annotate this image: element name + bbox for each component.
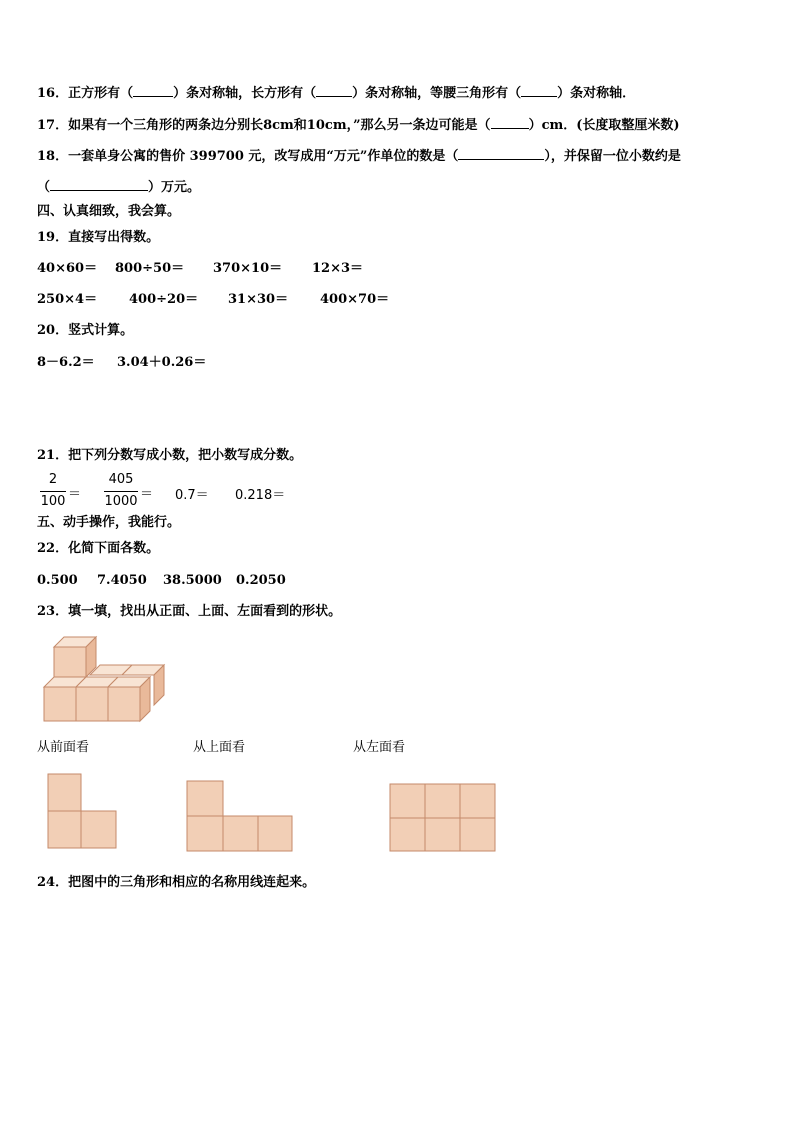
fraction-2: 405 1000 ＝ <box>104 472 154 509</box>
question-number: 23． <box>37 604 69 619</box>
answer-blank[interactable] <box>491 116 529 129</box>
view-square <box>425 784 460 818</box>
section-heading-4: 四、认真细致，我会算。 <box>37 204 181 219</box>
section-heading-5: 五、动手操作，我能行。 <box>37 515 181 530</box>
question-16: 16．正方形有（ ）条对称轴，长方形有（ ）条对称轴，等腰三角形有（ ）条对称轴． <box>37 86 636 101</box>
answer-blank[interactable] <box>458 147 544 160</box>
cube-front <box>108 687 140 721</box>
calc-item: 400×70＝ <box>320 292 390 307</box>
question-number: 22． <box>37 541 69 556</box>
front-view-figure <box>47 773 119 849</box>
view-square <box>258 816 292 851</box>
number-item: 7.4050 <box>97 573 147 588</box>
view-square <box>460 784 495 818</box>
question-18-continued: （ ）万元。 <box>37 180 201 195</box>
question-20: 20．竖式计算。 <box>37 323 134 338</box>
question-number: 18． <box>37 149 69 164</box>
view-square <box>390 784 425 818</box>
view-square <box>48 811 81 848</box>
cube-front <box>44 687 76 721</box>
answer-blank[interactable] <box>521 84 557 97</box>
question-number: 17． <box>37 118 69 133</box>
question-number: 24． <box>37 875 69 890</box>
left-view-figure <box>389 783 497 853</box>
cube-front <box>76 687 108 721</box>
number-item: 38.5000 <box>163 573 222 588</box>
view-square <box>460 818 495 851</box>
question-number: 16． <box>37 86 69 101</box>
question-19: 19．直接写出得数。 <box>37 230 160 245</box>
cube-front <box>54 647 86 677</box>
fraction-1: 2 100 ＝ <box>40 472 82 509</box>
answer-blank[interactable] <box>50 178 148 191</box>
question-23: 23．填一填，找出从正面、上面、左面看到的形状。 <box>37 604 342 619</box>
view-square <box>48 774 81 811</box>
question-number: 19． <box>37 230 69 245</box>
view-square <box>223 816 258 851</box>
view-square <box>425 818 460 851</box>
number-item: 0.2050 <box>236 573 286 588</box>
question-number: 21． <box>37 448 69 463</box>
question-22: 22．化简下面各数。 <box>37 541 160 556</box>
question-21: 21．把下列分数写成小数，把小数写成分数。 <box>37 448 303 463</box>
question-number: 20． <box>37 323 69 338</box>
answer-blank[interactable] <box>133 84 173 97</box>
calc-item: 40×60＝ <box>37 261 98 276</box>
decimal-item: 0.218＝ <box>235 488 286 503</box>
view-label-top: 从上面看 <box>193 740 246 755</box>
calc-item: 31×30＝ <box>228 292 289 307</box>
calc-item: 400÷20＝ <box>129 292 199 307</box>
view-label-left: 从左面看 <box>353 740 406 755</box>
view-square <box>81 811 116 848</box>
view-square <box>187 816 223 851</box>
calc-item: 250×4＝ <box>37 292 98 307</box>
question-17: 17．如果有一个三角形的两条边分别长8cm和10cm，”那么另一条边可能是（ ）cm．(长度取整厘米数) <box>37 118 680 133</box>
question-24: 24．把图中的三角形和相应的名称用线连起来。 <box>37 875 316 890</box>
calc-item: 370×10＝ <box>213 261 283 276</box>
calc-item: 3.04＋0.26＝ <box>117 355 207 370</box>
answer-blank[interactable] <box>316 84 352 97</box>
question-18: 18．一套单身公寓的售价 399700 元，改写成用“万元”作单位的数是（ ），并保留一位小数约是 <box>37 149 681 164</box>
decimal-item: 0.7＝ <box>175 488 209 503</box>
view-square <box>187 781 223 816</box>
view-square <box>390 818 425 851</box>
calc-item: 800÷50＝ <box>115 261 185 276</box>
top-view-figure <box>186 780 294 852</box>
number-item: 0.500 <box>37 573 78 588</box>
calc-item: 8－6.2＝ <box>37 355 95 370</box>
cube-stack-figure <box>40 633 175 725</box>
calc-item: 12×3＝ <box>312 261 364 276</box>
view-label-front: 从前面看 <box>37 740 90 755</box>
